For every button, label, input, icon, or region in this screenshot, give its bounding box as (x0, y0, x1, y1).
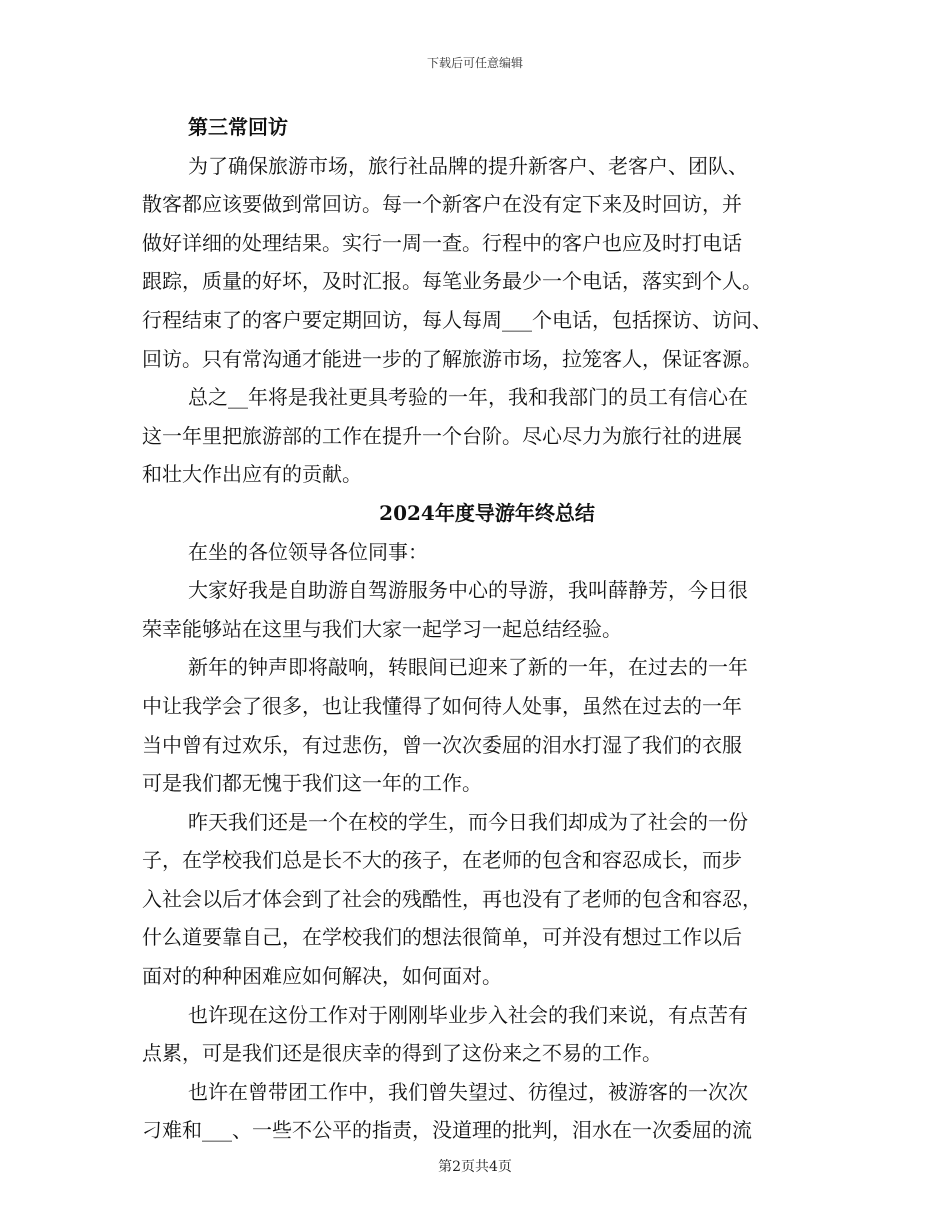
section-heading: 第三常回访 (188, 115, 288, 139)
text-line: 行程结束了的客户要定期回访，每人每周___个电话，包括探访、访问、 (142, 307, 772, 332)
text-line: 面对的种种困难应如何解决，如何面对。 (142, 964, 502, 989)
text-line: 子，在学校我们总是长不大的孩子，在老师的包含和容忍成长，而步 (142, 848, 742, 873)
text-line: 也许现在这份工作对于刚刚毕业步入社会的我们来说，有点苦有 (188, 1002, 748, 1027)
text-line: 大家好我是自助游自驾游服务中心的导游，我叫薛静芳，今日很 (188, 578, 748, 603)
text-line: 刁难和___、一些不公平的指责，没道理的批判，泪水在一次委屈的流 (142, 1118, 752, 1143)
text-line: 和壮大作出应有的贡献。 (142, 462, 362, 487)
page-header: 下载后可任意编辑 (426, 56, 523, 70)
document-body (142, 108, 832, 1150)
section-title: 2024年度导游年终总结 (379, 500, 595, 525)
text-line: 做好详细的处理结果。实行一周一查。行程中的客户也应及时打电话 (142, 230, 742, 255)
text-line: 点累，可是我们还是很庆幸的得到了这份来之不易的工作。 (142, 1041, 662, 1066)
text-line: 在坐的各位领导各位同事： (188, 539, 428, 564)
text-line: 昨天我们还是一个在校的学生，而今日我们却成为了社会的一份 (188, 809, 748, 834)
page-footer: 第2页共4页 (438, 1159, 512, 1175)
text-line: 荣幸能够站在这里与我们大家一起学习一起总结经验。 (142, 616, 622, 641)
text-line: 回访。只有常沟通才能进一步的了解旅游市场，拉笼客人，保证客源。 (142, 346, 762, 371)
text-line: 为了确保旅游市场，旅行社品牌的提升新客户、老客户、团队、 (188, 153, 748, 178)
text-line: 什么道要靠自己，在学校我们的想法很简单，可并没有想过工作以后 (142, 925, 742, 950)
text-line: 中让我学会了很多，也让我懂得了如何待人处事，虽然在过去的一年 (142, 693, 742, 718)
text-line: 当中曾有过欢乐，有过悲伤，曾一次次委屈的泪水打湿了我们的衣服 (142, 732, 742, 757)
text-line: 可是我们都无愧于我们这一年的工作。 (142, 771, 482, 796)
text-line: 新年的钟声即将敲响，转眼间已迎来了新的一年，在过去的一年 (188, 655, 748, 680)
text-line: 散客都应该要做到常回访。每一个新客户在没有定下来及时回访，并 (142, 192, 742, 217)
text-line: 总之__年将是我社更具考验的一年，我和我部门的员工有信心在 (188, 385, 748, 410)
text-line: 入社会以后才体会到了社会的残酷性，再也没有了老师的包含和容忍， (142, 886, 762, 911)
text-line: 也许在曾带团工作中，我们曾失望过、彷徨过，被游客的一次次 (188, 1079, 748, 1104)
text-line: 这一年里把旅游部的工作在提升一个台阶。尽心尽力为旅行社的进展 (142, 423, 742, 448)
text-line: 跟踪，质量的好坏，及时汇报。每笔业务最少一个电话，落实到个人。 (142, 269, 762, 294)
